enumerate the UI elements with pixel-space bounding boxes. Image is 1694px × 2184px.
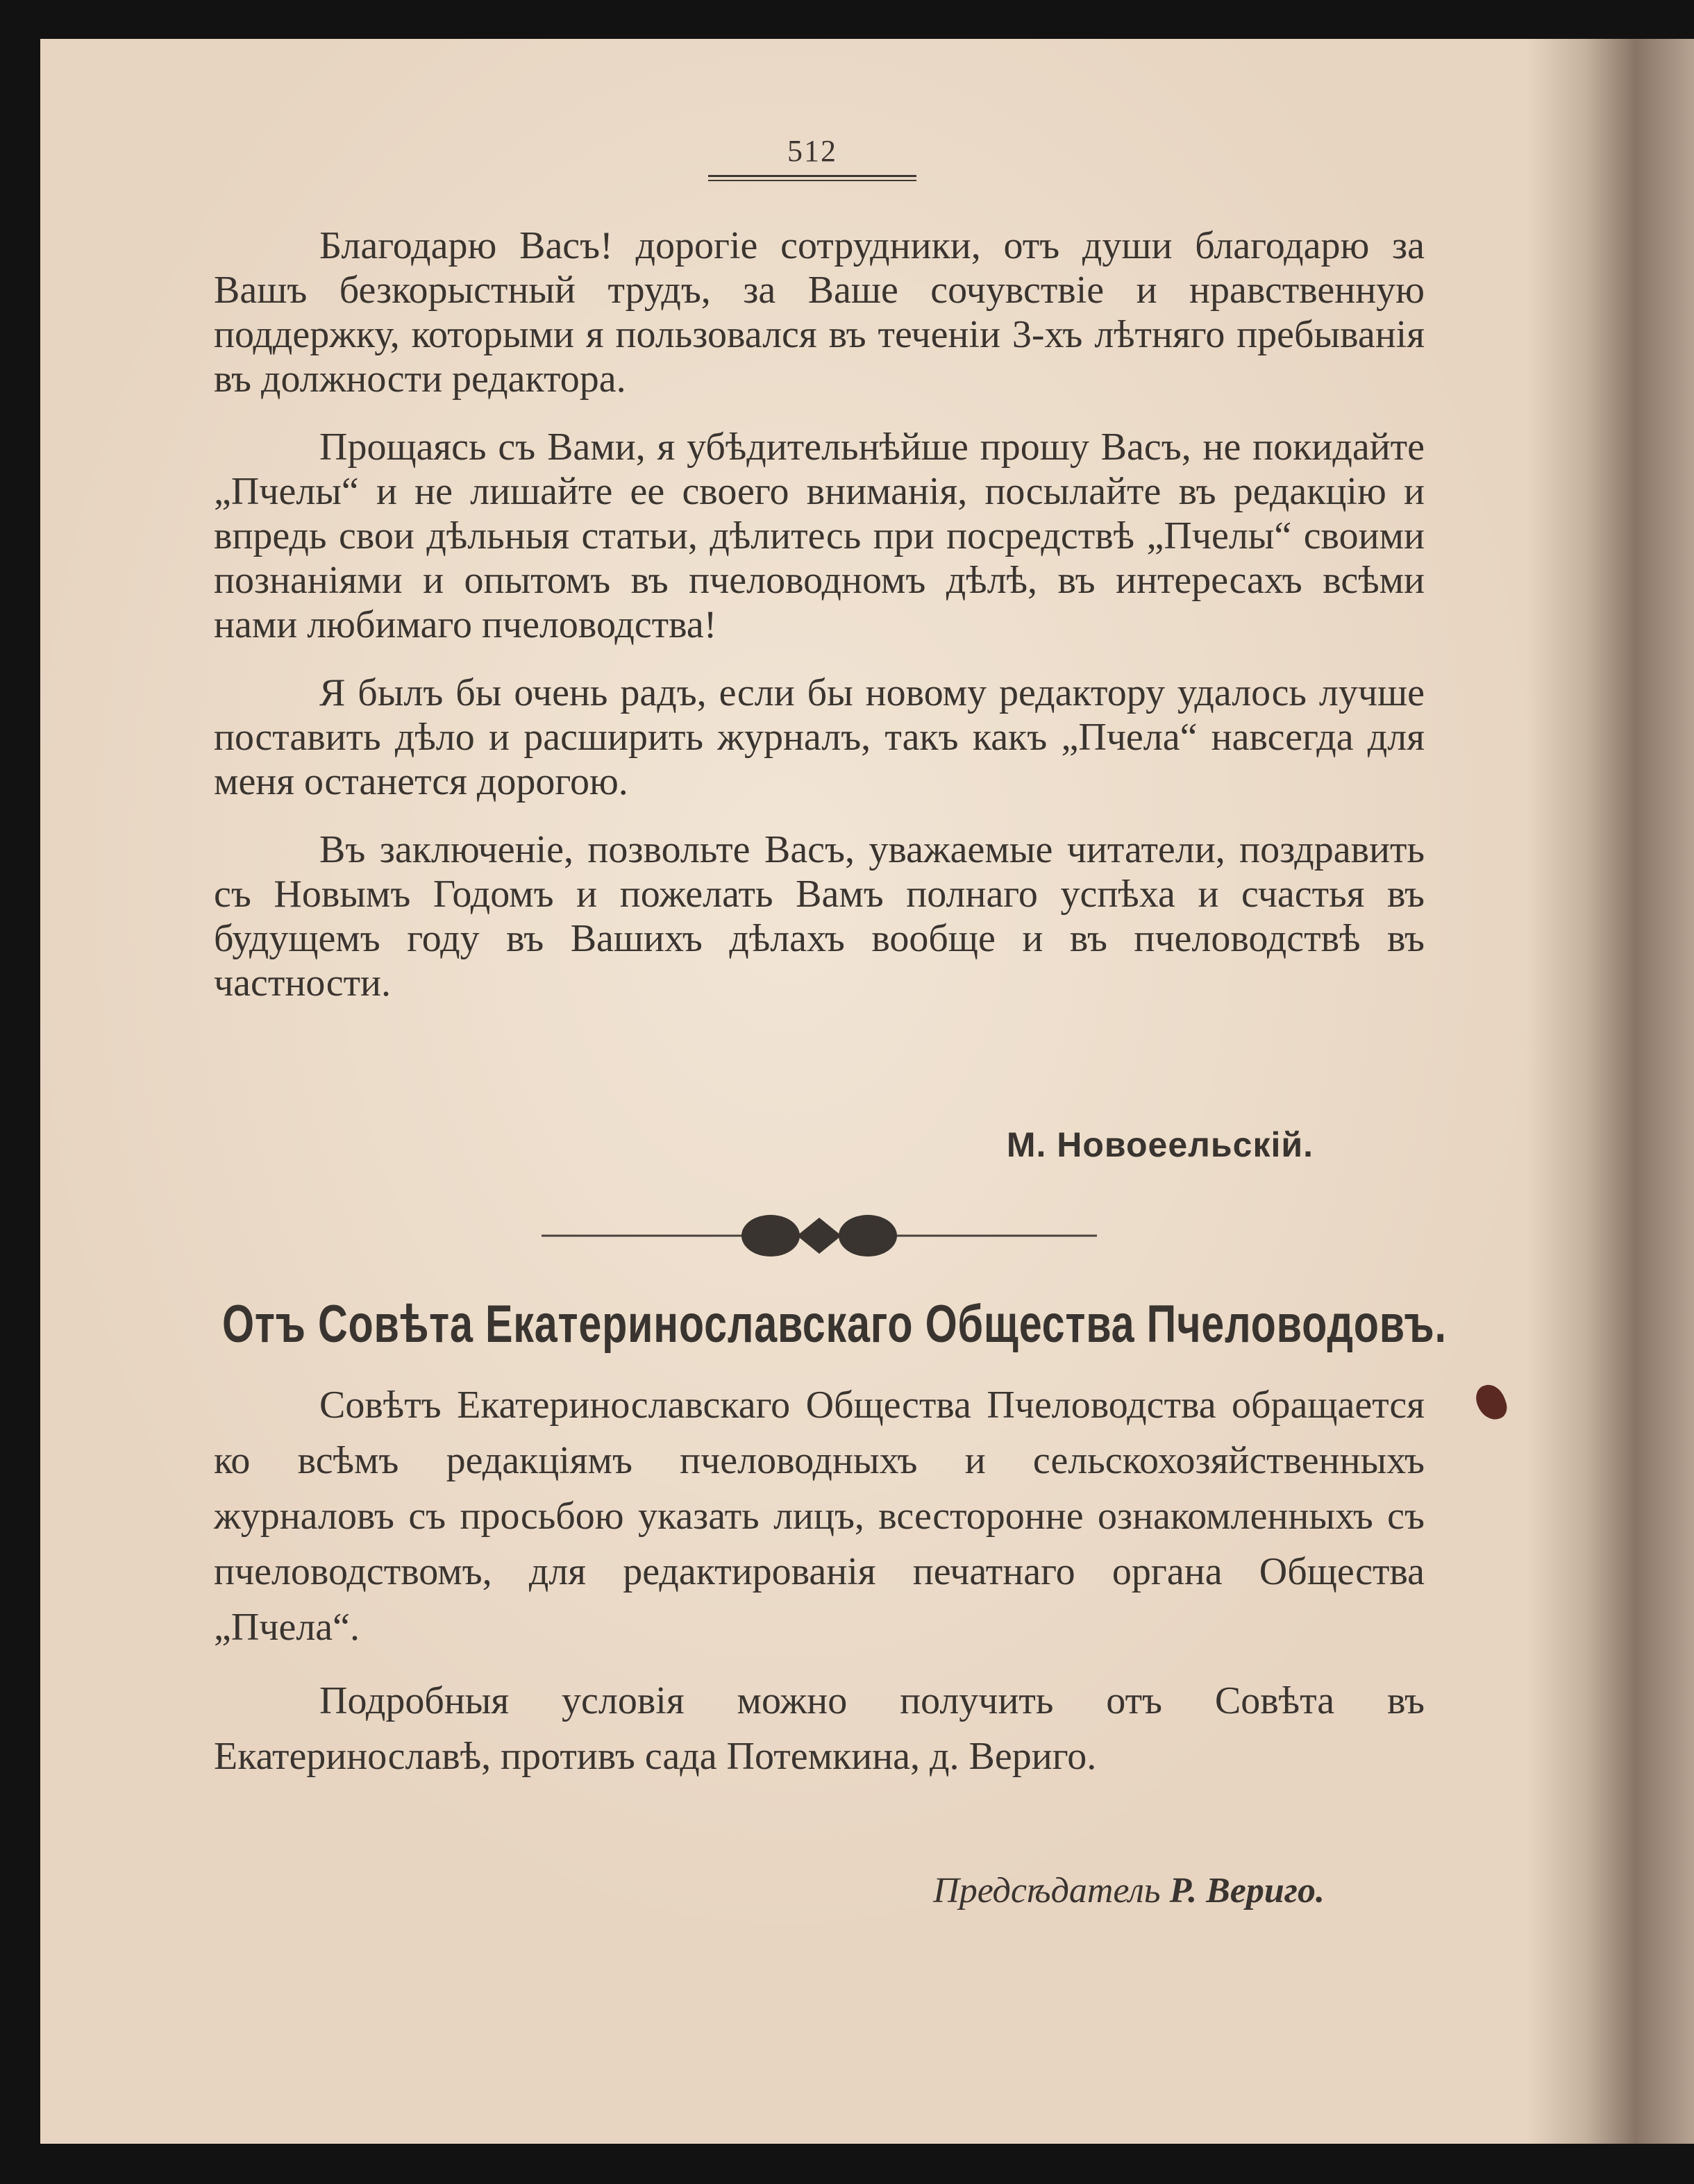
letter-paragraph-4: Въ заключеніе, позвольте Васъ, уважаемые читатели, поздравить съ Новымъ Годомъ и пожелать Вамъ полнаго успѣха и счастья въ будущемъ году въ Вашихъ дѣлахъ вообще и въ пчеловодствѣ въ частности. — [214, 828, 1425, 1005]
header-double-rule — [708, 175, 916, 181]
section-paragraph-1: Совѣтъ Екатеринославскаго Общества Пчеловодства обращается ко всѣмъ редакціямъ пчеловодныхъ и сельскохозяйственныхъ журналовъ съ просьбою указать лицъ, всесторонне ознакомленныхъ съ пчеловодствомъ, для редактированія печатнаго органа Общества „Пчела“. — [214, 1384, 1425, 1649]
page-gutter-shadow — [1527, 39, 1694, 2144]
section-title: Отъ Совѣта Екатеринославскаго Общества Пчеловодовъ. — [222, 1295, 1447, 1354]
section-divider-ornament — [542, 1208, 1097, 1263]
chairman-signature — [694, 1870, 1325, 1911]
chairman-title: Предсѣдатель — [933, 1871, 1161, 1910]
page-header — [708, 136, 916, 181]
page-number: 512 — [787, 134, 837, 168]
letter-body — [214, 224, 1425, 1005]
letter-paragraph-3: Я былъ бы очень радъ, если бы новому редактору удалось лучше поставить дѣло и расширить журналъ, такъ какъ „Пчела“ навсегда для меня останется дорогою. — [214, 671, 1425, 803]
letter-paragraph-1: Благодарю Васъ! дорогіе сотрудники, отъ души благодарю за Вашъ безкорыстный трудъ, за Ваше сочувствіе и нравственную поддержку, которыми я пользовался въ теченіи 3-хъ лѣтняго пребыванія въ должности редактора. — [214, 224, 1425, 401]
letter-signature: М. Новоеельскій. — [1006, 1125, 1314, 1164]
letter-paragraph-2: Прощаясь съ Вами, я убѣдительнѣйше прошу Васъ, не покидайте „Пчелы“ и не лишайте ее своего вниманія, посылайте въ редакцію и впредь свои дѣльныя статьи, дѣлитесь при посредствѣ „Пчелы“ своими познаніями и опытомъ въ пчеловодномъ дѣлѣ, въ интересахъ всѣми нами любимаго пчеловодства! — [214, 426, 1425, 646]
chairman-name: Р. Вериго. — [1169, 1871, 1325, 1910]
section-paragraph-2: Подробныя условія можно получить отъ Совѣта въ Екатеринославѣ, противъ сада Потемкина, д. Вериго. — [214, 1679, 1425, 1778]
section-body — [214, 1377, 1425, 1784]
